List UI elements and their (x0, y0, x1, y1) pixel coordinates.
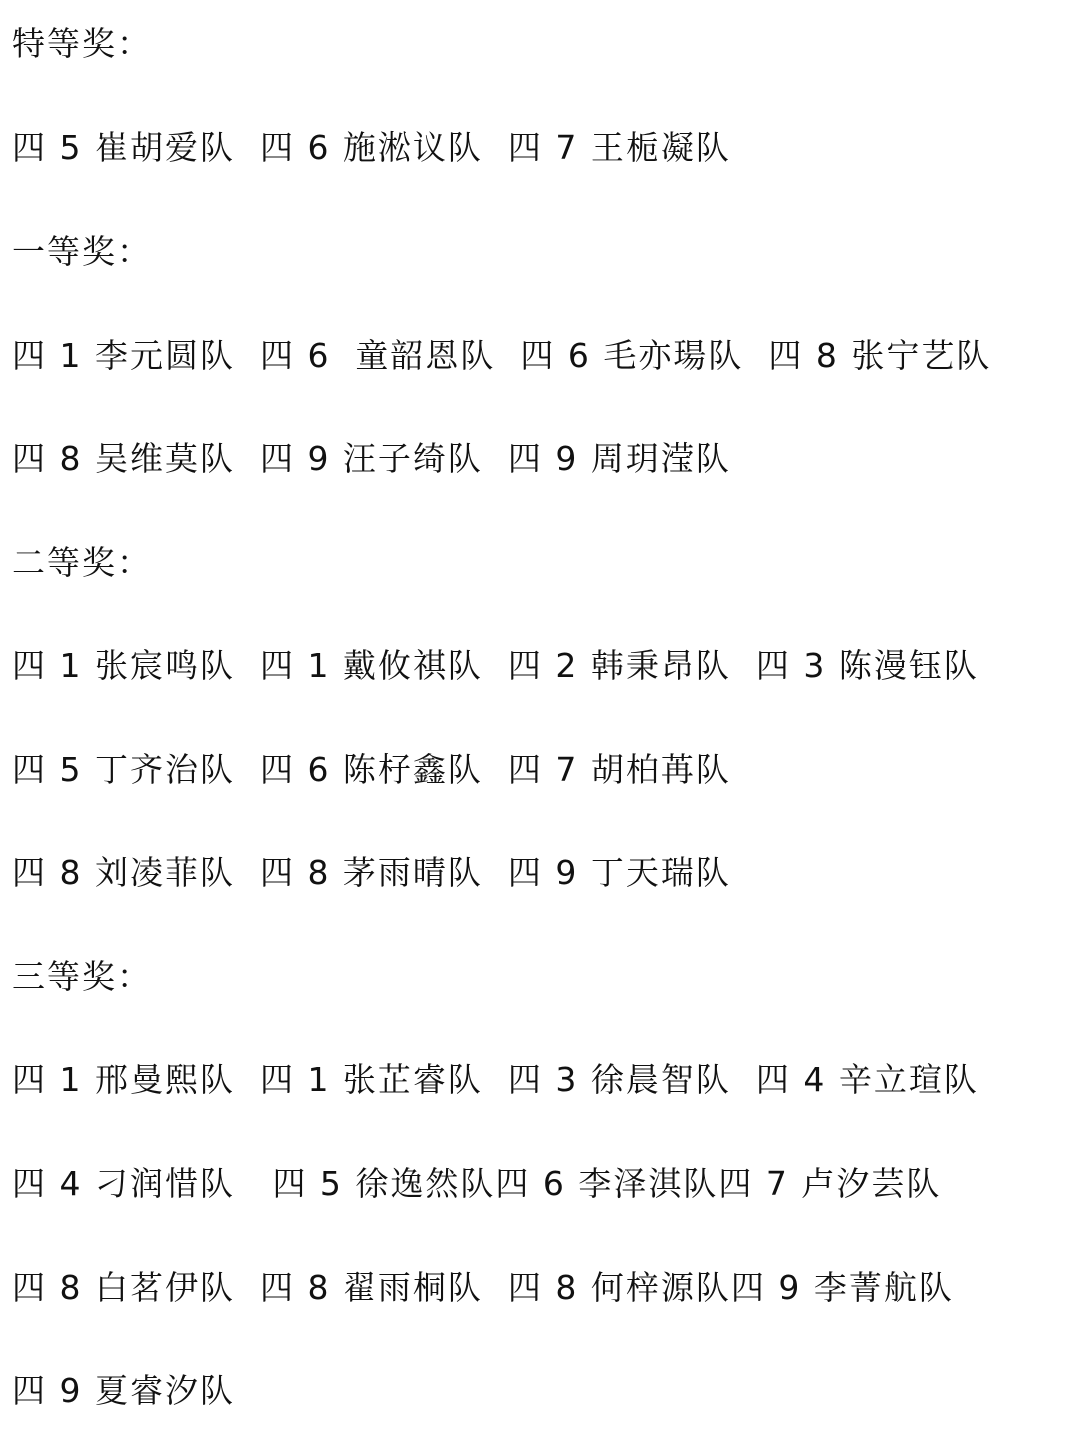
first-prize-teams-line-2: 四 8 吴维莫队 四 9 汪子绮队 四 9 周玥滢队 (12, 439, 731, 478)
second-prize-teams-line-3: 四 8 刘凌菲队 四 8 茅雨晴队 四 9 丁天瑞队 (12, 853, 731, 892)
second-prize-teams-line-2: 四 5 丁齐治队 四 6 陈杍鑫队 四 7 胡柏苒队 (12, 750, 731, 789)
heading-second-prize: 二等奖： (12, 543, 152, 582)
third-prize-teams-line-4: 四 9 夏睿汐队 (12, 1371, 235, 1410)
special-prize-teams-line-1: 四 5 崔胡爱队 四 6 施淞议队 四 7 王栀凝队 (12, 128, 731, 167)
third-prize-teams-line-3: 四 8 白茗伊队 四 8 翟雨桐队 四 8 何梓源队四 9 李菁航队 (12, 1268, 954, 1307)
second-prize-teams-line-1: 四 1 张宸鸣队 四 1 戴攸祺队 四 2 韩秉昂队 四 3 陈漫钰队 (12, 646, 979, 685)
third-prize-teams-line-2: 四 4 刁润惜队 四 5 徐逸然队四 6 李泽淇队四 7 卢汐芸队 (12, 1164, 942, 1203)
first-prize-teams-line-1: 四 1 李元圆队 四 6 童韶恩队 四 6 毛亦瑒队 四 8 张宁艺队 (12, 336, 992, 375)
third-prize-teams-line-1: 四 1 邢曼熙队 四 1 张芷睿队 四 3 徐晨智队 四 4 辛立瑄队 (12, 1060, 979, 1099)
heading-first-prize: 一等奖： (12, 232, 152, 271)
heading-special-prize: 特等奖： (12, 24, 152, 63)
heading-third-prize: 三等奖： (12, 957, 152, 996)
